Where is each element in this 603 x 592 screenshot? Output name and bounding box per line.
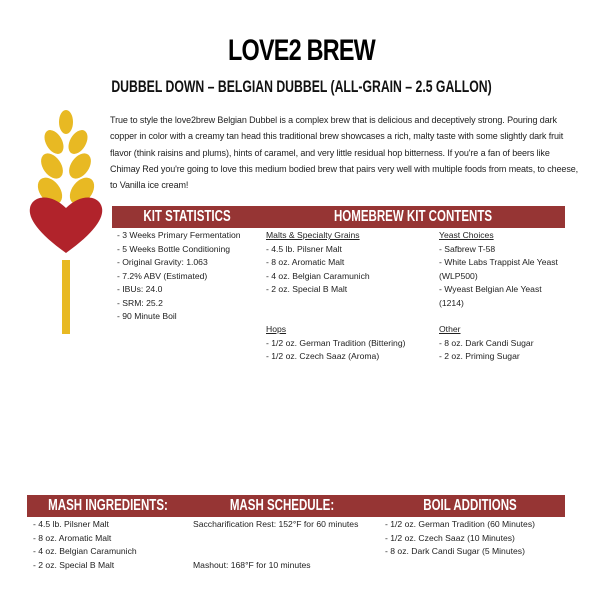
other-list: [439, 323, 559, 364]
list-item: - Wyeast Belgian Ale Yeast (1214): [439, 284, 542, 308]
list-item: - IBUs: 24.0: [117, 284, 163, 294]
saccharification-rest: Saccharification Rest: 152°F for 60 minutes: [193, 519, 359, 529]
list-item: - 1/2 oz. Czech Saaz (10 Minutes): [385, 532, 515, 543]
list-item: - 2 oz. Special B Malt: [266, 284, 348, 294]
recipe-description: True to style the love2brew Belgian Dubbel is a complex brew that is delicious and deceptively strong. Pouring dark copper in color with a creamy tan head this traditional brew showcases a rich, malty taste with some slightly dark fruit flavor (think raisins and plums), hints of caramel, and very little residual hop bitterness. If you're a fan of beers like Chimay Red you're going to love this medium bodied brew that pairs very well with multiple foods from meats, to cheese, to Vanilla ice cream!: [110, 115, 579, 191]
yeast-heading: Yeast Choices: [439, 230, 494, 240]
kit-statistics-heading: KIT STATISTICS: [143, 208, 231, 225]
list-item: - 1/2 oz. Czech Saaz (Aroma): [266, 351, 380, 361]
list-item: - 5 Weeks Bottle Conditioning: [117, 243, 231, 254]
brand-title: LOVE2 BREW: [228, 34, 375, 67]
yeast-list: [439, 229, 559, 310]
brew-day-banner: [27, 495, 565, 517]
list-item: - 1/2 oz. German Tradition (Bittering): [266, 337, 406, 348]
list-item: - Safbrew T-58: [439, 243, 496, 254]
list-item: - SRM: 25.2: [117, 297, 163, 308]
hops-list: [266, 323, 416, 364]
list-item: - 2 oz. Priming Sugar: [439, 351, 520, 361]
mash-ingredients-list: [33, 518, 183, 572]
list-item: - 4.5 lb. Pilsner Malt: [33, 519, 109, 529]
malts-heading: Malts & Specialty Grains: [266, 230, 360, 240]
malts-list: [266, 229, 431, 297]
list-item: - 90 Minute Boil: [117, 311, 177, 321]
list-item: - 3 Weeks Primary Fermentation: [117, 230, 241, 240]
kit-contents-heading: HOMEBREW KIT CONTENTS: [333, 208, 493, 225]
list-item: - 8 oz. Dark Candi Sugar: [439, 337, 534, 348]
list-item: - 8 oz. Aromatic Malt: [33, 532, 112, 543]
kit-statistics-list: [117, 229, 262, 324]
recipe-subtitle: DUBBEL DOWN – BELGIAN DUBBEL (ALL-GRAIN – 2.5 GALLON): [111, 77, 492, 96]
hops-heading: Hops: [266, 324, 287, 334]
list-item: - 4 oz. Belgian Caramunich: [266, 270, 370, 281]
list-item: - 8 oz. Aromatic Malt: [266, 257, 345, 267]
list-item: - 4.5 lb. Pilsner Malt: [266, 243, 342, 254]
mash-schedule-list: [193, 518, 373, 572]
mash-ingredients-heading: MASH INGREDIENTS:: [48, 497, 168, 514]
list-item: - 8 oz. Dark Candi Sugar (5 Minutes): [385, 546, 525, 556]
list-item: - 1/2 oz. German Tradition (60 Minutes): [385, 519, 535, 529]
kit-banner: [112, 206, 565, 228]
other-heading: Other: [439, 324, 461, 334]
boil-additions-list: [385, 518, 560, 559]
list-item: - White Labs Trappist Ale Yeast (WLP500): [439, 257, 558, 281]
mash-schedule-heading: MASH SCHEDULE:: [229, 497, 335, 514]
boil-additions-heading: BOIL ADDITIONS: [423, 497, 517, 514]
list-item: - 4 oz. Belgian Caramunich: [33, 546, 137, 556]
list-item: - 2 oz. Special B Malt: [33, 559, 115, 570]
mashout: Mashout: 168°F for 10 minutes: [193, 559, 311, 570]
list-item: - Original Gravity: 1.063: [117, 257, 208, 267]
wheat-heart-logo-icon: [28, 108, 104, 336]
list-item: - 7.2% ABV (Estimated): [117, 270, 208, 281]
